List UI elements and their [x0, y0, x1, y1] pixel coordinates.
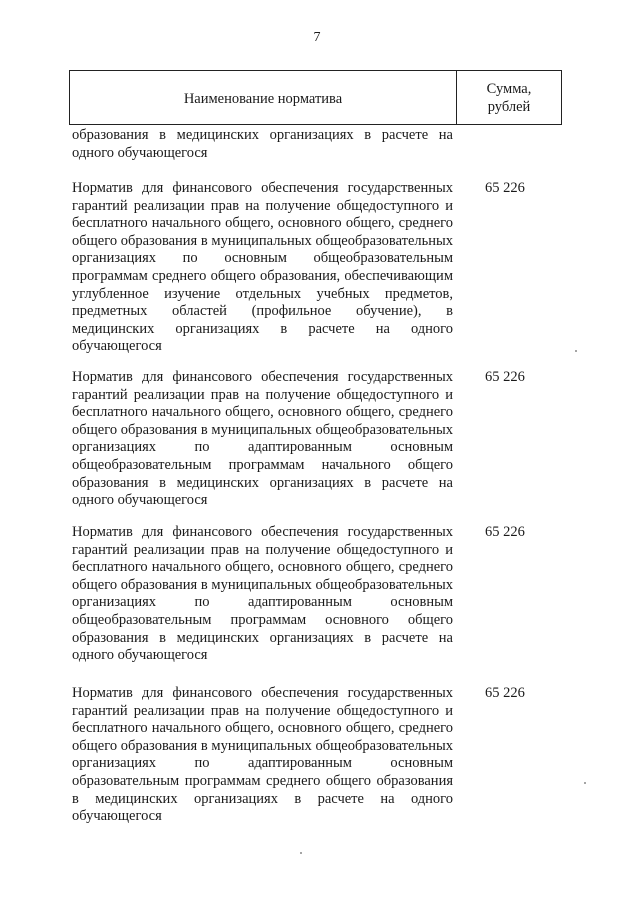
row-text: Норматив для финансового обеспечения государственных гарантий реализации прав на получение общедоступного и бесплатного начального общего, основного общего, среднего общего образования в муниципальных общеобразовательных организациях по адаптированным основным общеобразовательным программам основного общего образования в медицинских организациях в расчете на одного обучающегося — [72, 524, 453, 664]
scan-speck — [584, 782, 586, 784]
row-text: Норматив для финансового обеспечения государственных гарантий реализации прав на получение общедоступного и бесплатного начального общего, основного общего, среднего общего образования в муниципальных общеобразовательных организациях по адаптированным основным образовательным программам среднего общего образования в медицинских организациях в расчете на одного обучающегося — [72, 685, 453, 825]
table-row — [72, 180, 562, 356]
row-sum: 65 226 — [485, 524, 525, 540]
column-header-sum: Сумма, рублей — [486, 80, 532, 115]
page-number: 7 — [313, 30, 321, 45]
table-header — [69, 70, 562, 125]
table-row — [72, 685, 562, 826]
column-header-name: Наименование норматива — [70, 71, 457, 124]
row-sum: 65 226 — [485, 369, 525, 385]
row-sum: 65 226 — [485, 180, 525, 196]
table-row — [72, 524, 562, 665]
row-text: Норматив для финансового обеспечения государственных гарантий реализации прав на получение общедоступного и бесплатного начального общего, основного общего, среднего общего образования в муниципальных общеобразовательных организациях по основным общеобразовательным программам среднего общего образования, обеспечивающим углубленное изучение отдельных учебных предметов, предметных областей (профильное обучение), в медицинских организациях в расчете на одного обучающегося — [72, 180, 453, 355]
table-row — [72, 369, 562, 510]
scan-speck — [575, 350, 577, 352]
table-row — [72, 127, 562, 162]
row-text: образования в медицинских организациях в расчете на одного обучающегося — [72, 127, 453, 161]
row-sum: 65 226 — [485, 685, 525, 701]
row-text: Норматив для финансового обеспечения государственных гарантий реализации прав на получение общедоступного и бесплатного начального общего, основного общего, среднего общего образования в муниципальных общеобразовательных организациях по адаптированным основным общеобразовательным программам начального общего образования в медицинских организациях в расчете на одного обучающегося — [72, 369, 453, 509]
scan-speck — [300, 852, 302, 854]
